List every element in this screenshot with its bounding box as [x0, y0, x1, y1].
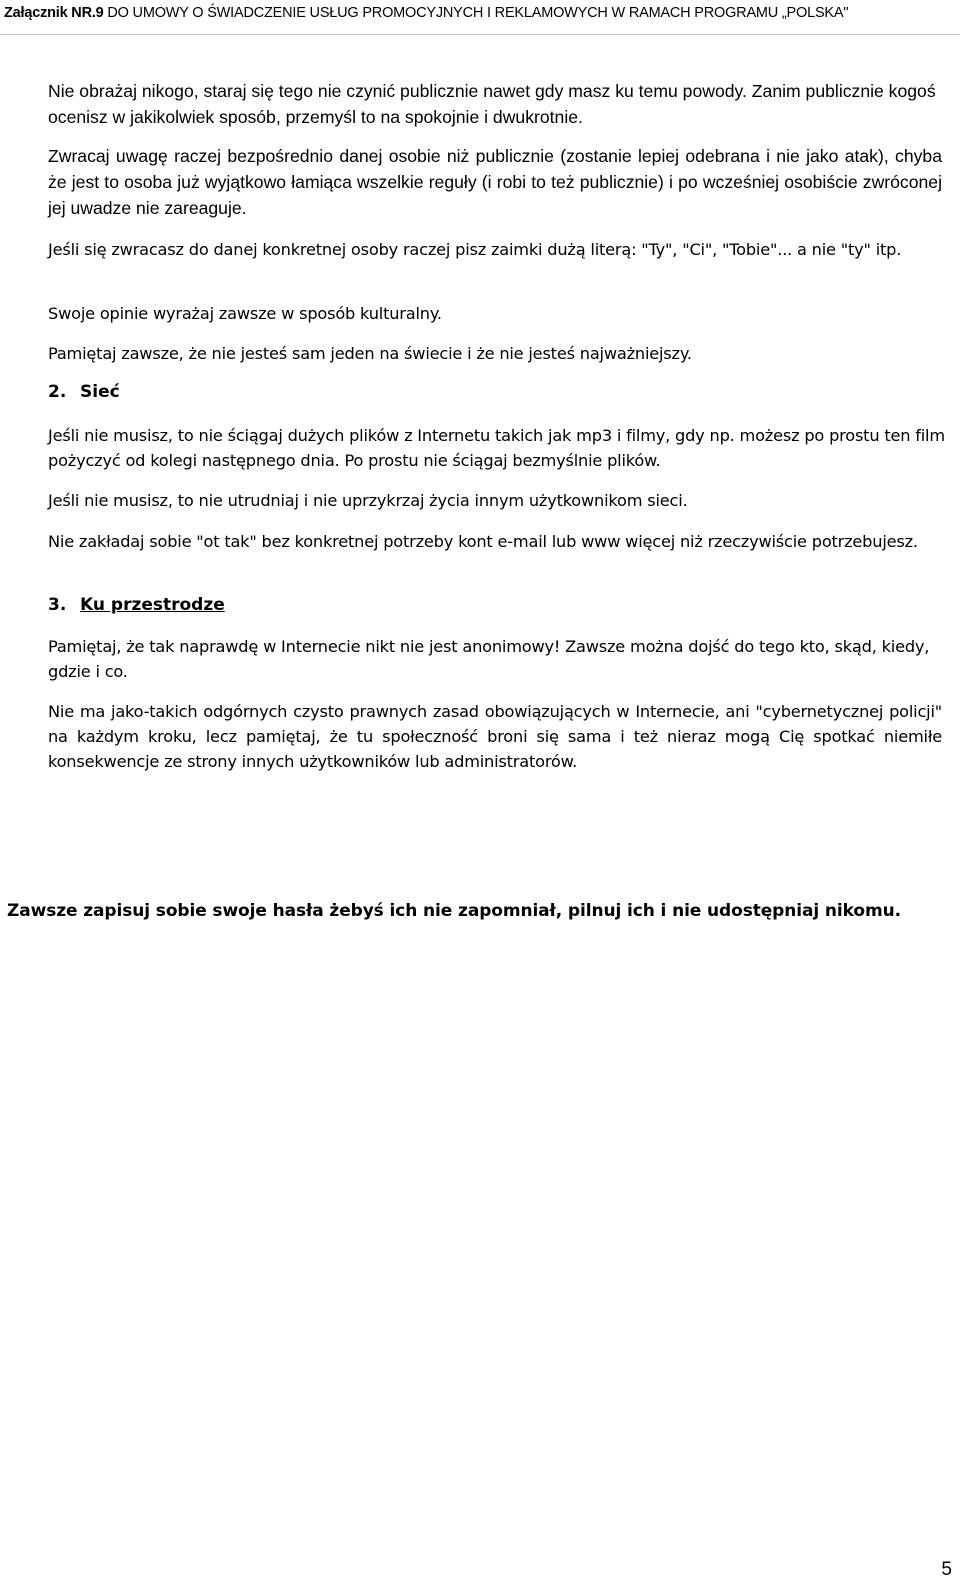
paragraph-accounts: Nie zakładaj sobie "ot tak" bez konkretnej potrzeby kont e-mail lub www więcej niż rzeczywiście potrzebujesz.	[48, 532, 918, 551]
paragraph-direct-remarks: Zwracaj uwagę raczej bezpośrednio danej osobie niż publicznie (zostanie lepiej odebrana i nie jako atak), chyba że jest to osoba już wyjątkowo łamiąca wszelkie reguły (i robi to też publicznie) i po wcześniej osobiście zwróconej jej uwadze nie zareaguje.	[48, 146, 942, 218]
header-title: DO UMOWY O ŚWIADCZENIE USŁUG PROMOCYJNYCH I REKLAMOWYCH W RAMACH PROGRAMU „POLSKA"	[103, 5, 849, 21]
section-heading-network	[48, 382, 120, 402]
paragraph-other-users: Jeśli nie musisz, to nie utrudniaj i nie uprzykrzaj życia innym użytkownikom sieci.	[48, 491, 688, 510]
header-annex-label: Załącznik NR.9	[4, 5, 104, 21]
paragraph-rules: Nie ma jako-takich odgórnych czysto prawnych zasad obowiązujących w Internecie, ani "cybernetycznej policji" na każdym kroku, lecz pamiętaj, że tu społeczność broni się sama i też nieraz mogą Cię spotkać niemiłe konsekwencje ze strony innych użytkowników lub administratorów.	[48, 702, 942, 771]
paragraph-anonymity: Pamiętaj, że tak naprawdę w Internecie nikt nie jest anonimowy! Zawsze można dojść do tego kto, skąd, kiedy, gdzie i co.	[48, 637, 930, 681]
paragraph-pronouns: Jeśli się zwracasz do danej konkretnej osoby raczej pisz zaimki dużą literą: "Ty", "Ci", "Tobie"... a nie "ty" itp.	[48, 240, 902, 259]
section-number: 3.	[48, 595, 67, 615]
page-number: 5	[941, 1559, 952, 1580]
paragraph-no-insults: Nie obrażaj nikogo, staraj się tego nie czynić publicznie nawet gdy masz ku temu powody. Zanim publicznie kogoś ocenisz w jakikolwiek sposób, przemyśl to na spokojnie i dwukrotnie.	[48, 81, 936, 127]
section-heading-warning	[48, 595, 225, 615]
section-title: Sieć	[80, 382, 120, 402]
paragraph-downloads: Jeśli nie musisz, to nie ściągaj dużych plików z Internetu takich jak mp3 i filmy, gdy np. możesz po prostu ten film pożyczyć od kolegi następnego dnia. Po prostu nie ściągaj bezmyślnie plików.	[48, 426, 945, 470]
paragraph-opinions: Swoje opinie wyrażaj zawsze w sposób kulturalny.	[48, 304, 442, 323]
section-title: Ku przestrodze	[80, 595, 225, 615]
paragraph-not-alone: Pamiętaj zawsze, że nie jesteś sam jeden na świecie i że nie jesteś najważniejszy.	[48, 344, 692, 363]
closing-password-advice: Zawsze zapisuj sobie swoje hasła żebyś ich nie zapomniał, pilnuj ich i nie udostępniaj nikomu.	[7, 901, 901, 921]
document-header	[4, 5, 848, 21]
section-number: 2.	[48, 382, 67, 402]
header-divider	[0, 34, 960, 35]
